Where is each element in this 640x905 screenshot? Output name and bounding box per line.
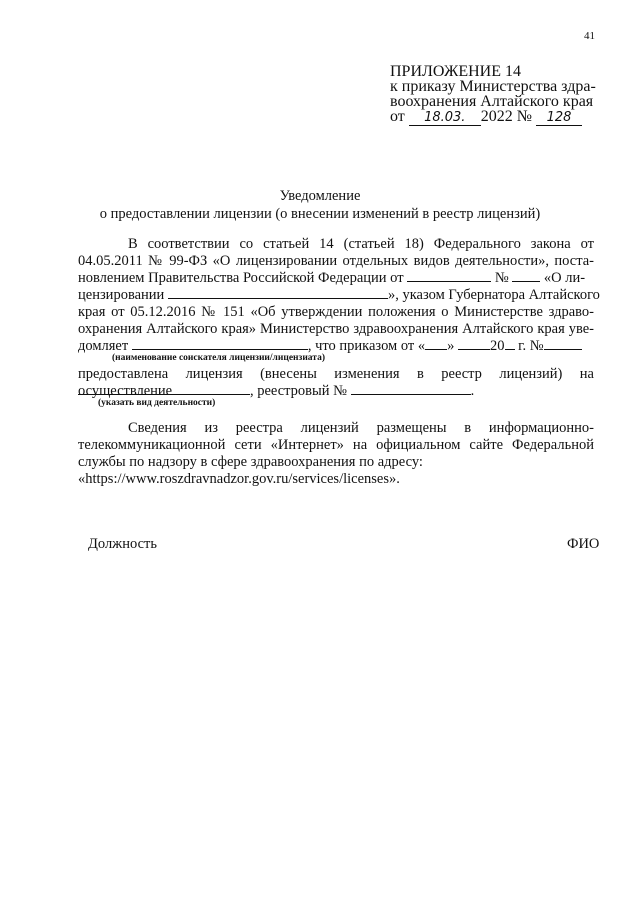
text-segment: , реестровый № [250,383,347,399]
text-segment: новлением Правительства Российской Федерации от [78,270,404,286]
page-number: 41 [584,30,595,42]
blank-order-number-field [544,338,582,350]
handwritten-number: 128 [536,110,582,126]
text-segment: № [494,270,509,286]
caption-activity-type: (указать вид деятельности) [98,398,216,408]
blank-date-field [407,270,491,282]
signature-name: ФИО [567,536,600,552]
blank-activity-field [78,383,250,395]
blank-number-field [512,270,540,282]
text-segment: г. № [518,338,544,354]
paragraph-1-line-1: В соответствии со статьей 14 (статьей 18) Федерального закона от [128,236,594,252]
caption-licensee-name: (наименование соискателя лицензии/лицензиата) [112,353,326,363]
paragraph-1-line-4 [78,287,600,304]
notice-title: Уведомление [279,188,361,204]
appendix-title: ПРИЛОЖЕНИЕ 14 [390,63,522,80]
date-prefix: от [390,108,405,125]
paragraph-1-line-5: края от 05.12.2016 № 151 «Об утверждении положения о Министерстве здраво- [78,304,594,320]
text-segment: » [447,338,455,354]
text-segment: «О ли- [543,270,586,286]
paragraph-1-line-3 [78,270,594,287]
blank-registry-number-field [351,383,471,395]
handwritten-date: 18.03. [409,110,481,126]
signature-position: Должность [88,536,157,552]
appendix-line-3: воохранения Алтайского края [390,93,594,110]
text-segment: домляет [78,338,129,354]
appendix-date-line [390,109,596,126]
blank-day-field [425,338,447,350]
paragraph-2-line-1: Сведения из реестра лицензий размещены в информационно- [128,420,594,436]
paragraph-1-line-6: охранения Алтайского края» Министерство здравоохранения Алтайского края уве- [78,321,594,337]
blank-year-field [505,338,515,350]
appendix-line-2: к приказу Министерства здра- [390,78,596,95]
paragraph-1-line-2: 04.05.2011 № 99-ФЗ «О лицензировании отдельных видов деятельности», поста- [78,253,594,269]
paragraph-2-line-4: «https://www.roszdravnadzor.gov.ru/services/licenses». [78,471,400,487]
text-segment: 20 [490,338,505,354]
text-segment: . [470,383,475,399]
text-segment: », указом Губернатора Алтайского [387,287,600,303]
paragraph-2-line-3: службы по надзору в сфере здравоохранения по адресу: [78,454,423,470]
text-segment: , что приказом от « [307,338,426,354]
paragraph-2-line-2: телекоммуникационной сети «Интернет» на официальном сайте Федеральной [78,437,594,453]
year-text: 2022 № [480,108,533,125]
appendix-block [390,64,596,126]
blank-licensee-field [132,338,308,350]
blank-month-field [458,338,490,350]
blank-decree-name-field [168,287,388,299]
paragraph-1-line-8: предоставлена лицензия (внесены изменения в реестр лицензий) на осуществление [78,366,594,399]
notice-subtitle: о предоставлении лицензии (о внесении изменений в реестр лицензий) [99,206,541,222]
text-segment: цензировании [78,287,165,303]
